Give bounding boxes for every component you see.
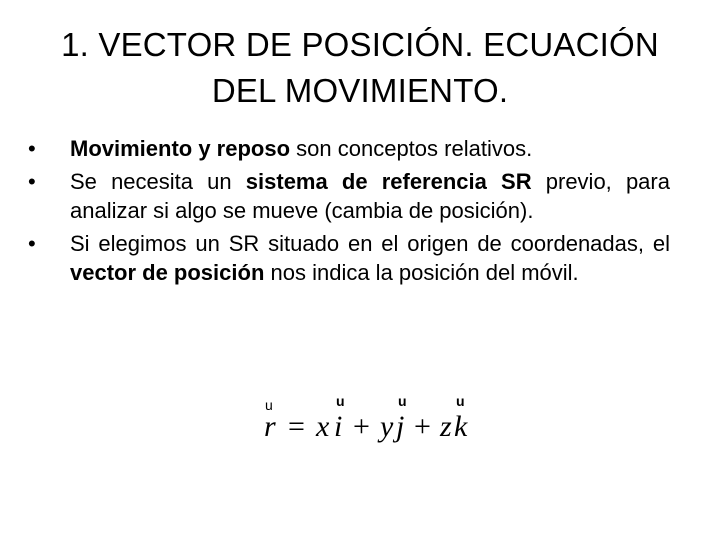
vector-marker-j: u: [398, 393, 407, 409]
bullet-text: previo, para analizar si algo se mueve (cambia de posición).: [70, 169, 670, 223]
title-line-1: 1. VECTOR DE POSICIÓN. ECUACIÓN: [61, 26, 659, 63]
position-vector-formula: [258, 392, 478, 452]
vector-marker-r: u: [265, 397, 273, 413]
bullet-list: [28, 134, 670, 291]
formula-k: k: [454, 410, 468, 443]
formula-y: y: [380, 410, 394, 443]
formula-i: i: [334, 410, 343, 443]
slide-title: [20, 22, 700, 114]
bullet-bold-text: sistema de referencia SR: [245, 169, 532, 194]
bullet-item-vector-posicion: [28, 229, 670, 287]
bullet-text: Si elegimos un SR situado en el origen de coordenadas, el: [70, 231, 670, 256]
bullet-bold-text: Movimiento y reposo: [70, 136, 291, 161]
formula-equals: =: [288, 410, 305, 443]
formula-r: r: [264, 410, 276, 443]
bullet-text: Se necesita un: [70, 169, 246, 194]
vector-marker-k: u: [456, 393, 465, 409]
formula-plus-1: +: [353, 410, 370, 443]
title-line-2: DEL MOVIMIENTO.: [211, 72, 509, 109]
bullet-marker: •: [28, 136, 36, 161]
bullet-marker: •: [28, 169, 36, 194]
formula-plus-2: +: [414, 410, 431, 443]
bullet-item-movimiento: [28, 134, 670, 163]
formula-svg: [258, 392, 478, 452]
bullet-bold-text: vector de posición: [70, 260, 265, 285]
vector-marker-i: u: [336, 393, 345, 409]
bullet-item-sistema-referencia: [28, 167, 670, 225]
formula-z: z: [440, 410, 452, 443]
bullet-marker: •: [28, 231, 36, 256]
formula-x: x: [316, 410, 330, 443]
formula-j: j: [396, 410, 405, 443]
bullet-text: son conceptos relativos.: [290, 136, 533, 161]
bullet-text: nos indica la posición del móvil.: [264, 260, 579, 285]
